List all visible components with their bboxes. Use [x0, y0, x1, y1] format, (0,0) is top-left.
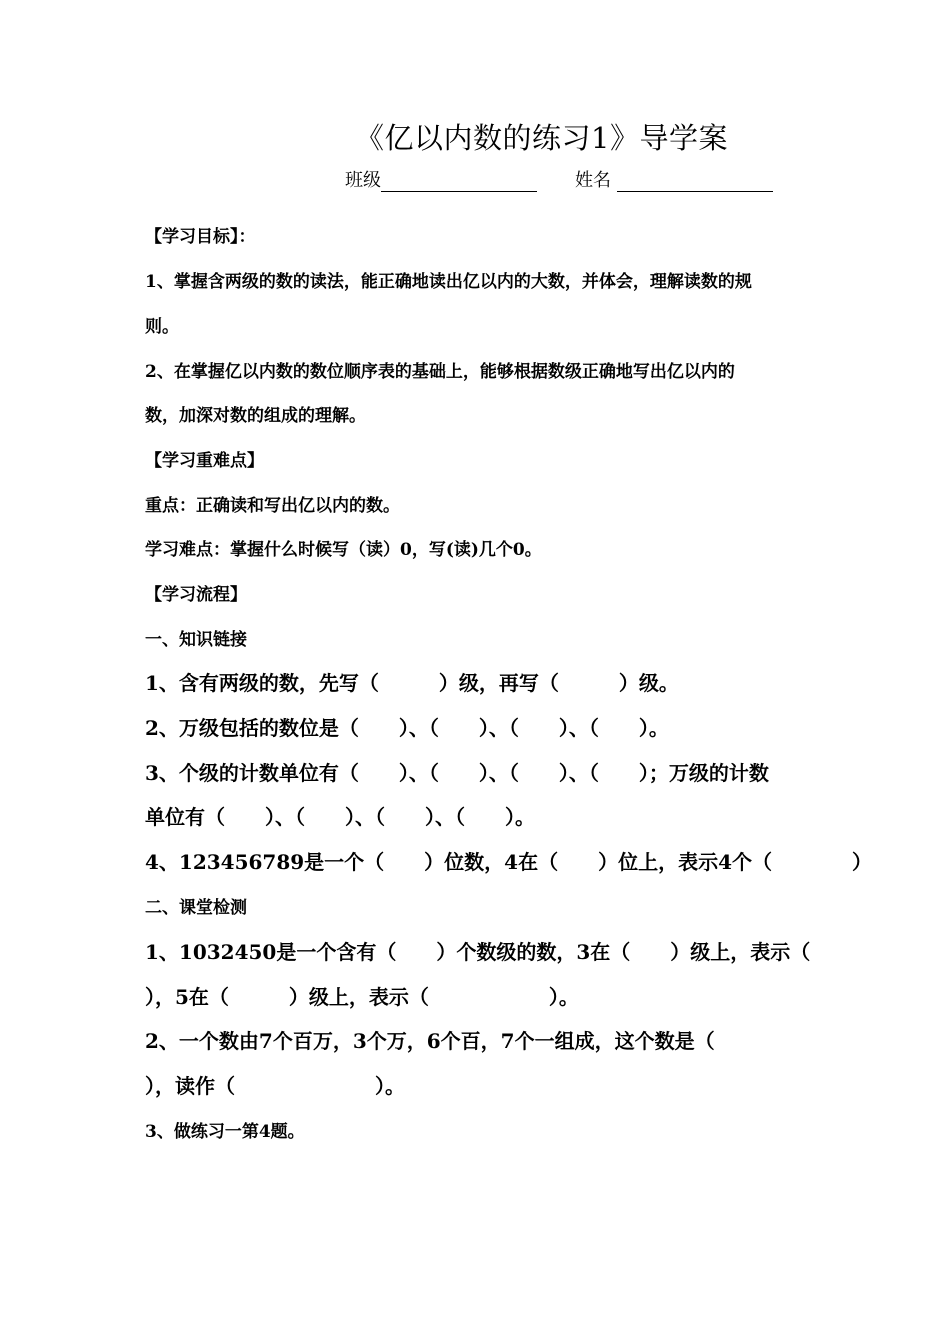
name-blank [617, 169, 773, 192]
difficult-point: 学习难点：掌握什么时候写（读）0，写(读)几个0。 [145, 540, 542, 560]
objective-2: 2、在掌握亿以内数的数位顺序表的基础上，能够根据数级正确地写出亿以内的 [145, 362, 735, 382]
exercise-1: 1、含有两级的数，先写（ ）级，再写（ ）级。 [145, 671, 679, 695]
class-label: 班级 [345, 170, 381, 191]
name-label: 姓名 [575, 170, 611, 191]
objective-2-cont: 数，加深对数的组成的理解。 [145, 406, 366, 426]
exercise-3-cont: 单位有（ ）、（ ）、（ ）、（ ）。 [145, 805, 535, 829]
exercise-3: 3、个级的计数单位有（ ）、（ ）、（ ）、（ ）；万级的计数 [145, 761, 769, 785]
test-1-cont: ），5在（ ）级上，表示（ ）。 [145, 985, 579, 1009]
class-blank [381, 169, 537, 192]
section-heading-key-points: 【学习重难点】 [145, 451, 264, 471]
test-2: 2、一个数由7个百万，3个万，6个百，7个一组成，这个数是（ [145, 1029, 715, 1053]
objective-1-cont: 则。 [145, 317, 179, 337]
exercise-4: 4、123456789是一个（ ）位数，4在（ ）位上，表示4个（ ） [145, 850, 872, 874]
section-heading-process: 【学习流程】 [145, 585, 247, 605]
exercise-2: 2、万级包括的数位是（ ）、（ ）、（ ）、（ ）。 [145, 716, 669, 740]
section-heading-objectives: 【学习目标】： [145, 227, 256, 247]
test-2-cont: ），读作（ ）。 [145, 1074, 405, 1098]
student-info-fields [345, 166, 773, 192]
subsection-knowledge-link: 一、知识链接 [145, 630, 247, 650]
objective-1: 1、掌握含两级的数的读法，能正确地读出亿以内的大数，并体会，理解读数的规 [145, 272, 752, 292]
key-point: 重点：正确读和写出亿以内的数。 [145, 496, 400, 516]
subsection-class-test: 二、课堂检测 [145, 898, 247, 918]
test-3: 3、做练习一第4题。 [145, 1122, 305, 1142]
document-title: 《亿以内数的练习1》导学案 [355, 121, 728, 155]
test-1: 1、1032450是一个含有（ ）个数级的数，3在（ ）级上，表示（ [145, 940, 811, 964]
